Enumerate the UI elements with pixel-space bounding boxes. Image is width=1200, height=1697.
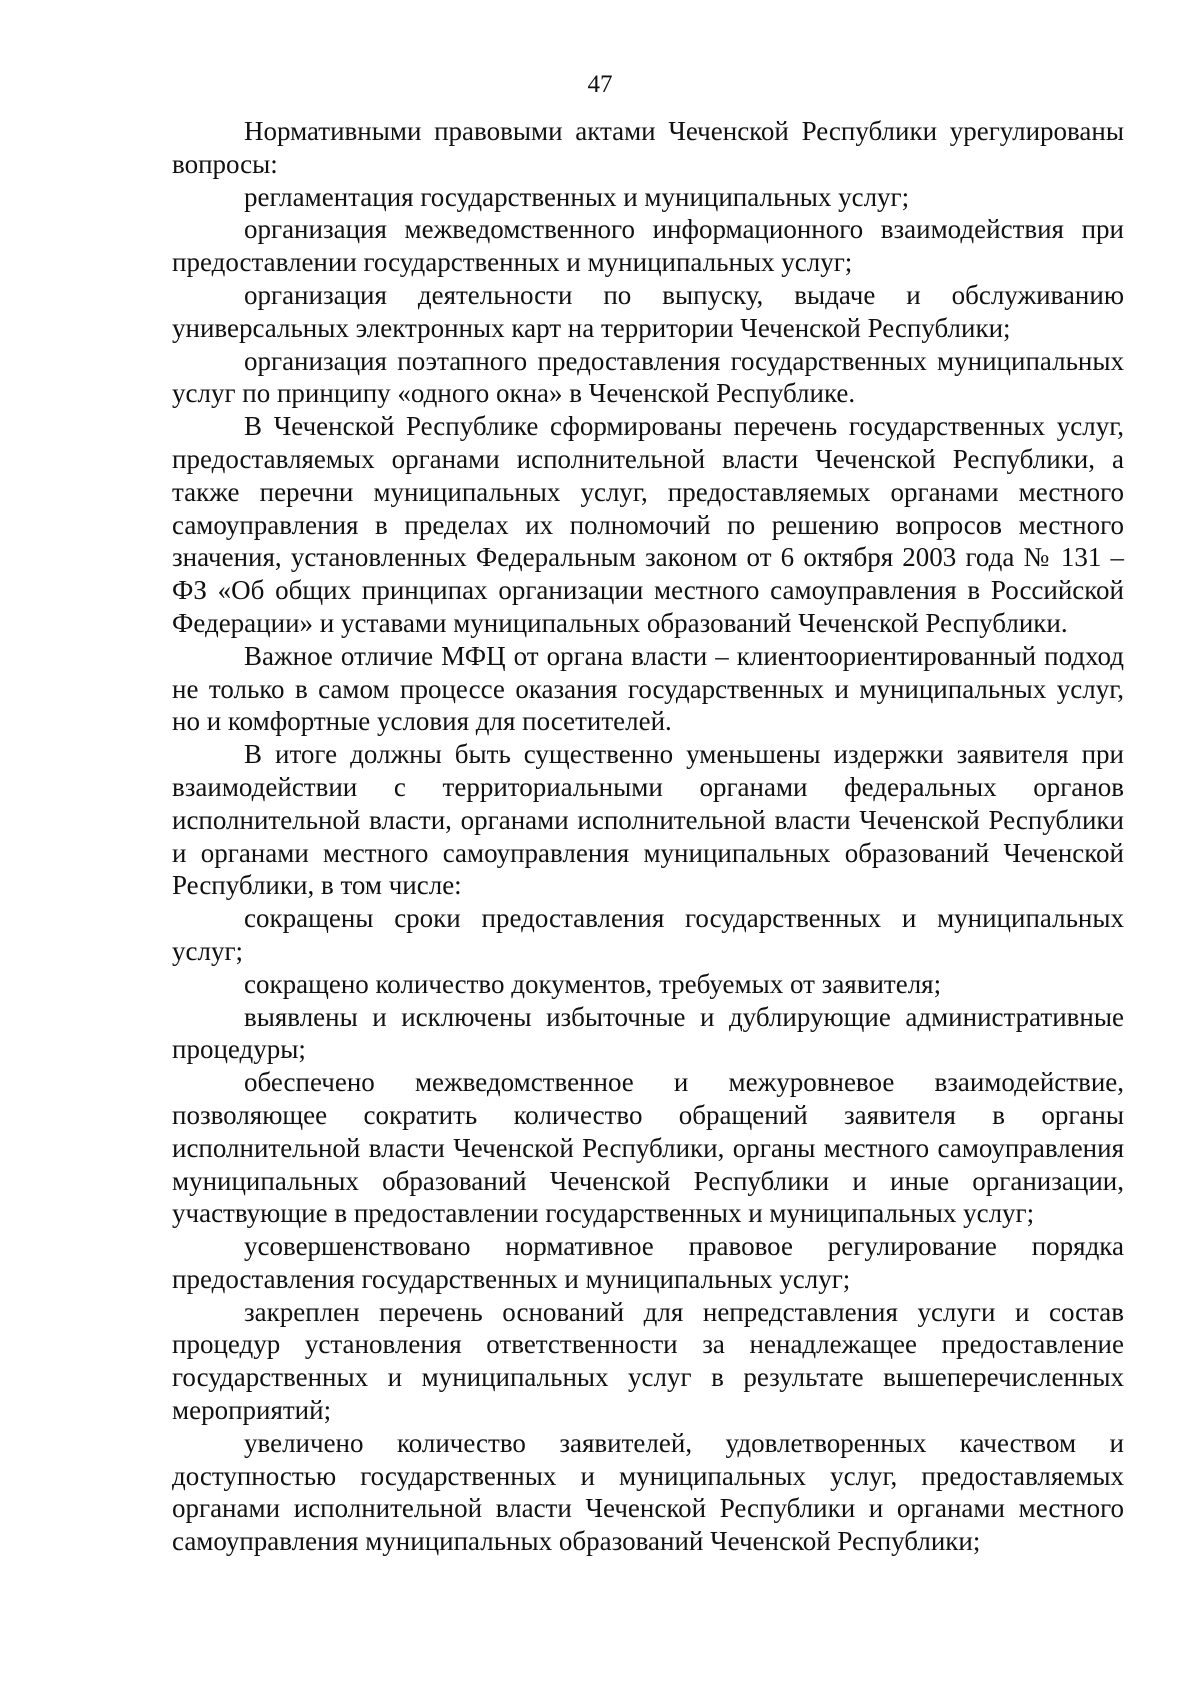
paragraph: усовершенствовано нормативное правовое регулирование порядка предоставления государственных и муниципальных услуг; bbox=[172, 1231, 1124, 1294]
page-number: 47 bbox=[587, 71, 613, 98]
paragraph: организация деятельности по выпуску, выдаче и обслуживанию универсальных электронных карт на территории Чеченской Республики; bbox=[172, 279, 1124, 343]
paragraph: В итоге должны быть существенно уменьшены издержки заявителя при взаимодействии с территориальными органами федеральных органов исполнительной власти, органами исполнительной власти Чеченской Республики и органами местного самоуправления муниципальных образований Чеченской Республики, в том числе: bbox=[172, 739, 1124, 901]
paragraph: В Чеченской Республике сформированы перечень государственных услуг, предоставляемых органами исполнительной власти Чеченской Республики, а также перечни муниципальных услуг, предоставляемых органами местного самоуправления в пределах их полномочий по решению вопросов местного значения, установленных Федеральным законом от 6 октября 2003 года № 131 – ФЗ «Об общих принципах организации местного самоуправления в Российской Федерации» и уставами муниципальных образований Чеченской Республики. bbox=[172, 411, 1124, 638]
paragraph: Важное отличие МФЦ от органа власти – клиентоориентированный подход не только в самом процессе оказания государственных и муниципальных услуг, но и комфортные условия для посетителей. bbox=[172, 640, 1124, 737]
paragraph: увеличено количество заявителей, удовлетворенных качеством и доступностью государственных и муниципальных услуг, предоставляемых органами исполнительной власти Чеченской Республики и органами местного самоуправления муниципальных образований Чеченской Республики; bbox=[172, 1427, 1124, 1557]
paragraph: сокращено количество документов, требуемых от заявителя; bbox=[244, 968, 942, 999]
paragraph: регламентация государственных и муниципальных услуг; bbox=[244, 181, 910, 212]
paragraph: организация межведомственного информационного взаимодействия при предоставлении государственных и муниципальных услуг; bbox=[172, 214, 1124, 278]
paragraph: закреплен перечень оснований для непредставления услуги и состав процедур установления ответственности за ненадлежащее предоставление государственных и муниципальных услуг в результате вышеперечисленных мероприятий; bbox=[172, 1296, 1124, 1426]
paragraph: обеспечено межведомственное и межуровневое взаимодействие, позволяющее сократить количество обращений заявителя в органы исполнительной власти Чеченской Республики, органы местного самоуправления муниципальных образований Чеченской Республики и иные организации, участвующие в предоставлении государственных и муниципальных услуг; bbox=[172, 1067, 1124, 1229]
document-body bbox=[172, 115, 1124, 1558]
paragraph: выявлены и исключены избыточные и дублирующие административные процедуры; bbox=[172, 1001, 1124, 1065]
paragraph: Нормативными правовыми актами Чеченской Республики урегулированы вопросы: bbox=[172, 116, 1124, 179]
paragraph: организация поэтапного предоставления государственных муниципальных услуг по принципу «одного окна» в Чеченской Республике. bbox=[172, 345, 1124, 409]
paragraph: сокращены сроки предоставления государственных и муниципальных услуг; bbox=[172, 903, 1124, 966]
